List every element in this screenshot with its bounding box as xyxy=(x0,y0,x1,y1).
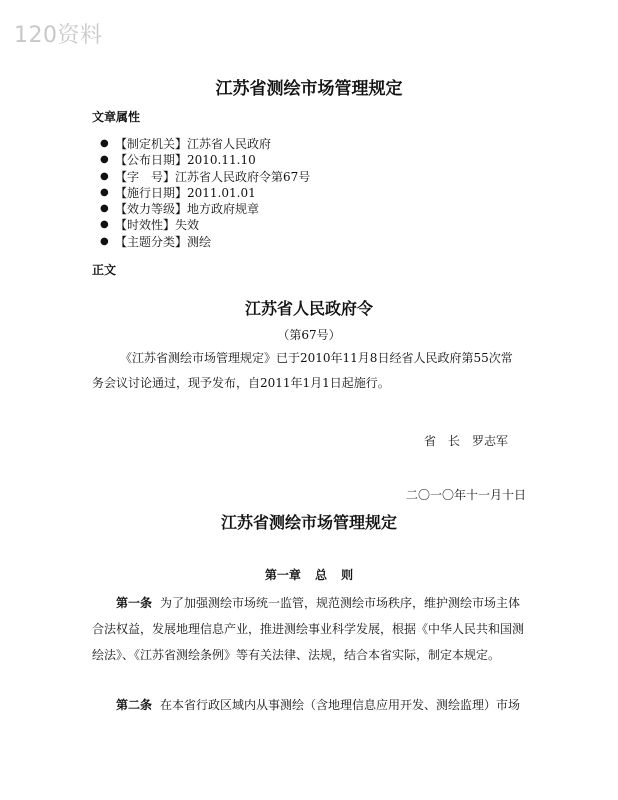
attribute-text: 【施行日期】2011.01.01 xyxy=(115,185,256,200)
article-label: 第二条 xyxy=(116,698,153,712)
order-number: （第67号） xyxy=(277,328,341,342)
watermark-logo: 120资料 xyxy=(14,23,103,48)
attribute-item xyxy=(100,234,310,250)
order-title: 江苏省人民政府令 xyxy=(244,299,373,318)
attributes-list xyxy=(100,136,311,250)
article-2 xyxy=(92,692,526,718)
bullet-icon: ● xyxy=(100,235,109,247)
article-text: 在本省行政区域内从事测绘（含地理信息应用开发、测绘监理）市场 xyxy=(160,698,521,712)
order-text-line-2: 务会议讨论通过，现予发布，自2011年1月1日起施行。 xyxy=(92,376,390,390)
attribute-text: 【字 号】江苏省人民政府令第67号 xyxy=(115,169,311,184)
article-label: 第一条 xyxy=(116,596,153,610)
order-text-line-1: 《江苏省测绘市场管理规定》已于2010年11月8日经省人民政府第55次常 xyxy=(120,351,513,365)
document-title: 江苏省测绘市场管理规定 xyxy=(215,79,403,99)
attribute-item xyxy=(100,136,310,152)
chapter-title: 第一章 总 则 xyxy=(264,568,354,582)
attribute-item xyxy=(100,217,310,233)
bullet-icon: ● xyxy=(100,219,109,231)
bullet-icon: ● xyxy=(100,138,109,149)
body-heading: 正文 xyxy=(92,263,117,277)
attribute-text: 【公布日期】2010.11.10 xyxy=(115,153,256,168)
bullet-icon: ● xyxy=(100,170,109,182)
attribute-item xyxy=(100,201,310,217)
sign-date: 二〇一〇年十一月十日 xyxy=(406,488,527,502)
attribute-item xyxy=(100,152,310,168)
attribute-item xyxy=(100,185,310,201)
bullet-icon: ● xyxy=(100,186,109,198)
signer: 省 长 罗志军 xyxy=(424,434,509,448)
regulation-title: 江苏省测绘市场管理规定 xyxy=(220,513,397,532)
attribute-text: 【时效性】失效 xyxy=(115,218,200,233)
bullet-icon: ● xyxy=(100,154,109,166)
attribute-text: 【效力等级】地方政府规章 xyxy=(115,202,260,217)
attribute-text: 【制定机关】江苏省人民政府 xyxy=(115,137,272,151)
attribute-item xyxy=(100,169,311,185)
bullet-icon: ● xyxy=(100,203,109,215)
article-1 xyxy=(92,590,526,668)
article-text: 为了加强测绘市场统一监管，规范测绘市场秩序，维护测绘市场主体合法权益，发展地理信息产业，推进测绘事业科学发展，根据《中华人民共和国测绘法》、《江苏省测绘条例》等有关法律、法规，结合本省实际，制定本规定。 xyxy=(92,596,525,662)
attribute-text: 【主题分类】测绘 xyxy=(115,234,212,249)
attributes-heading: 文章属性 xyxy=(92,110,141,124)
